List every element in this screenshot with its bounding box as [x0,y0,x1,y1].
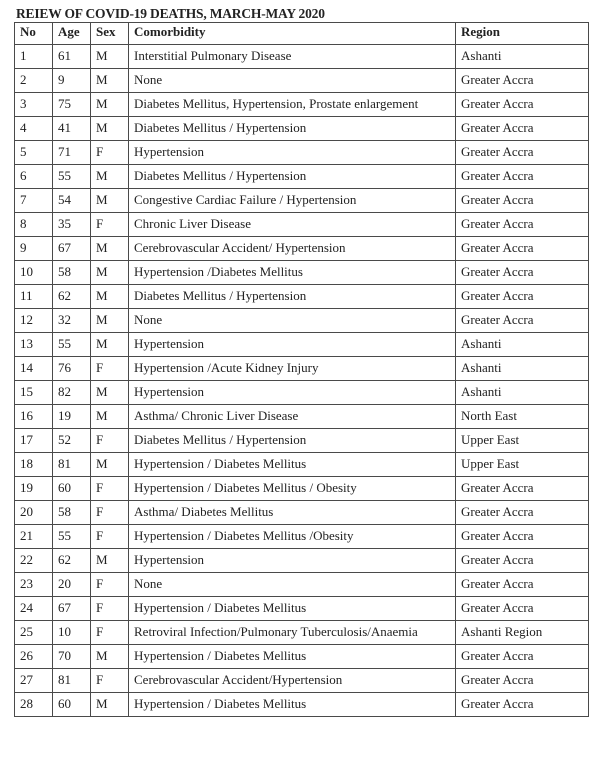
cell-sex: M [91,261,129,285]
cell-age: 58 [53,261,91,285]
cell-comorbidity: Diabetes Mellitus / Hypertension [129,285,456,309]
cell-age: 81 [53,669,91,693]
cell-comorbidity: Diabetes Mellitus, Hypertension, Prostate enlargement [129,93,456,117]
cell-age: 81 [53,453,91,477]
cell-sex: M [91,405,129,429]
cell-region: Ashanti Region [456,621,589,645]
table-row [15,381,589,405]
cell-age: 60 [53,477,91,501]
cell-no: 9 [15,237,53,261]
cell-comorbidity: Chronic Liver Disease [129,213,456,237]
cell-comorbidity: Hypertension / Diabetes Mellitus [129,453,456,477]
cell-age: 52 [53,429,91,453]
deaths-table [14,22,589,717]
cell-no: 4 [15,117,53,141]
table-row [15,525,589,549]
cell-no: 13 [15,333,53,357]
cell-comorbidity: Hypertension / Diabetes Mellitus / Obesity [129,477,456,501]
cell-sex: M [91,333,129,357]
cell-comorbidity: Diabetes Mellitus / Hypertension [129,429,456,453]
cell-no: 12 [15,309,53,333]
table-row [15,189,589,213]
cell-age: 55 [53,525,91,549]
cell-age: 71 [53,141,91,165]
cell-no: 6 [15,165,53,189]
cell-age: 58 [53,501,91,525]
cell-no: 17 [15,429,53,453]
cell-no: 7 [15,189,53,213]
cell-region: Greater Accra [456,477,589,501]
cell-no: 10 [15,261,53,285]
cell-age: 70 [53,645,91,669]
cell-sex: M [91,645,129,669]
cell-sex: M [91,165,129,189]
cell-no: 11 [15,285,53,309]
cell-age: 75 [53,93,91,117]
table-row [15,357,589,381]
cell-sex: F [91,477,129,501]
cell-comorbidity: Hypertension [129,333,456,357]
cell-comorbidity: None [129,573,456,597]
document [14,6,588,717]
table-row [15,693,589,717]
cell-region: North East [456,405,589,429]
table-row [15,45,589,69]
cell-no: 20 [15,501,53,525]
cell-region: Ashanti [456,357,589,381]
cell-no: 19 [15,477,53,501]
cell-age: 76 [53,357,91,381]
cell-age: 54 [53,189,91,213]
cell-no: 23 [15,573,53,597]
cell-age: 55 [53,333,91,357]
cell-sex: M [91,309,129,333]
cell-region: Greater Accra [456,165,589,189]
cell-comorbidity: None [129,69,456,93]
cell-age: 62 [53,549,91,573]
cell-region: Greater Accra [456,117,589,141]
cell-comorbidity: Asthma/ Diabetes Mellitus [129,501,456,525]
cell-age: 67 [53,597,91,621]
cell-no: 22 [15,549,53,573]
table-row [15,405,589,429]
cell-comorbidity: Hypertension /Diabetes Mellitus [129,261,456,285]
table-row [15,573,589,597]
cell-sex: M [91,453,129,477]
cell-age: 35 [53,213,91,237]
column-header-no: No [15,23,53,45]
cell-no: 1 [15,45,53,69]
table-row [15,237,589,261]
cell-no: 25 [15,621,53,645]
cell-comorbidity: Hypertension / Diabetes Mellitus [129,693,456,717]
table-row [15,549,589,573]
cell-comorbidity: Congestive Cardiac Failure / Hypertension [129,189,456,213]
cell-region: Greater Accra [456,141,589,165]
cell-sex: M [91,381,129,405]
cell-age: 20 [53,573,91,597]
cell-age: 82 [53,381,91,405]
cell-no: 14 [15,357,53,381]
cell-age: 10 [53,621,91,645]
cell-comorbidity: Hypertension [129,141,456,165]
cell-no: 28 [15,693,53,717]
cell-no: 15 [15,381,53,405]
column-header-sex: Sex [91,23,129,45]
table-row [15,597,589,621]
cell-comorbidity: Hypertension /Acute Kidney Injury [129,357,456,381]
table-row [15,285,589,309]
cell-no: 2 [15,69,53,93]
cell-region: Greater Accra [456,309,589,333]
cell-region: Greater Accra [456,93,589,117]
table-row [15,645,589,669]
cell-sex: F [91,525,129,549]
cell-sex: M [91,93,129,117]
table-row [15,333,589,357]
cell-age: 60 [53,693,91,717]
table-header-row [15,23,589,45]
cell-sex: F [91,501,129,525]
cell-age: 19 [53,405,91,429]
cell-region: Greater Accra [456,189,589,213]
cell-comorbidity: Hypertension / Diabetes Mellitus [129,645,456,669]
cell-region: Greater Accra [456,69,589,93]
cell-comorbidity: Hypertension [129,381,456,405]
cell-sex: M [91,693,129,717]
table-row [15,165,589,189]
cell-no: 18 [15,453,53,477]
cell-region: Greater Accra [456,573,589,597]
cell-sex: M [91,549,129,573]
cell-age: 32 [53,309,91,333]
table-row [15,429,589,453]
cell-age: 67 [53,237,91,261]
cell-no: 16 [15,405,53,429]
cell-age: 41 [53,117,91,141]
cell-sex: F [91,429,129,453]
cell-comorbidity: Diabetes Mellitus / Hypertension [129,117,456,141]
cell-no: 27 [15,669,53,693]
cell-region: Greater Accra [456,501,589,525]
cell-region: Greater Accra [456,261,589,285]
cell-comorbidity: Hypertension / Diabetes Mellitus /Obesity [129,525,456,549]
cell-comorbidity: Cerebrovascular Accident/ Hypertension [129,237,456,261]
cell-sex: F [91,573,129,597]
cell-sex: F [91,621,129,645]
cell-comorbidity: None [129,309,456,333]
cell-region: Greater Accra [456,549,589,573]
cell-region: Greater Accra [456,237,589,261]
cell-sex: M [91,117,129,141]
cell-sex: M [91,69,129,93]
table-body [15,45,589,717]
table-row [15,477,589,501]
cell-comorbidity: Asthma/ Chronic Liver Disease [129,405,456,429]
cell-region: Ashanti [456,333,589,357]
table-row [15,501,589,525]
cell-region: Greater Accra [456,693,589,717]
cell-region: Greater Accra [456,285,589,309]
cell-sex: F [91,357,129,381]
table-row [15,261,589,285]
column-header-age: Age [53,23,91,45]
cell-no: 24 [15,597,53,621]
cell-sex: F [91,141,129,165]
cell-sex: F [91,597,129,621]
cell-comorbidity: Hypertension / Diabetes Mellitus [129,597,456,621]
cell-region: Greater Accra [456,213,589,237]
cell-age: 62 [53,285,91,309]
cell-no: 26 [15,645,53,669]
cell-age: 9 [53,69,91,93]
cell-no: 3 [15,93,53,117]
cell-comorbidity: Diabetes Mellitus / Hypertension [129,165,456,189]
cell-region: Greater Accra [456,669,589,693]
table-row [15,93,589,117]
cell-age: 55 [53,165,91,189]
cell-sex: M [91,237,129,261]
cell-sex: F [91,213,129,237]
cell-region: Greater Accra [456,645,589,669]
cell-sex: F [91,669,129,693]
table-row [15,69,589,93]
cell-no: 8 [15,213,53,237]
column-header-region: Region [456,23,589,45]
cell-sex: M [91,189,129,213]
cell-region: Greater Accra [456,597,589,621]
cell-region: Upper East [456,453,589,477]
document-title: REIEW OF COVID-19 DEATHS, MARCH-MAY 2020 [16,6,325,21]
cell-region: Greater Accra [456,525,589,549]
cell-region: Ashanti [456,381,589,405]
column-header-comorbidity: Comorbidity [129,23,456,45]
table-row [15,141,589,165]
cell-comorbidity: Cerebrovascular Accident/Hypertension [129,669,456,693]
cell-no: 5 [15,141,53,165]
table-row [15,621,589,645]
table-row [15,213,589,237]
cell-region: Ashanti [456,45,589,69]
table-row [15,309,589,333]
cell-sex: M [91,45,129,69]
cell-no: 21 [15,525,53,549]
cell-age: 61 [53,45,91,69]
cell-comorbidity: Interstitial Pulmonary Disease [129,45,456,69]
cell-region: Upper East [456,429,589,453]
table-row [15,453,589,477]
cell-comorbidity: Hypertension [129,549,456,573]
cell-comorbidity: Retroviral Infection/Pulmonary Tuberculosis/Anaemia [129,621,456,645]
table-row [15,669,589,693]
table-row [15,117,589,141]
cell-sex: M [91,285,129,309]
